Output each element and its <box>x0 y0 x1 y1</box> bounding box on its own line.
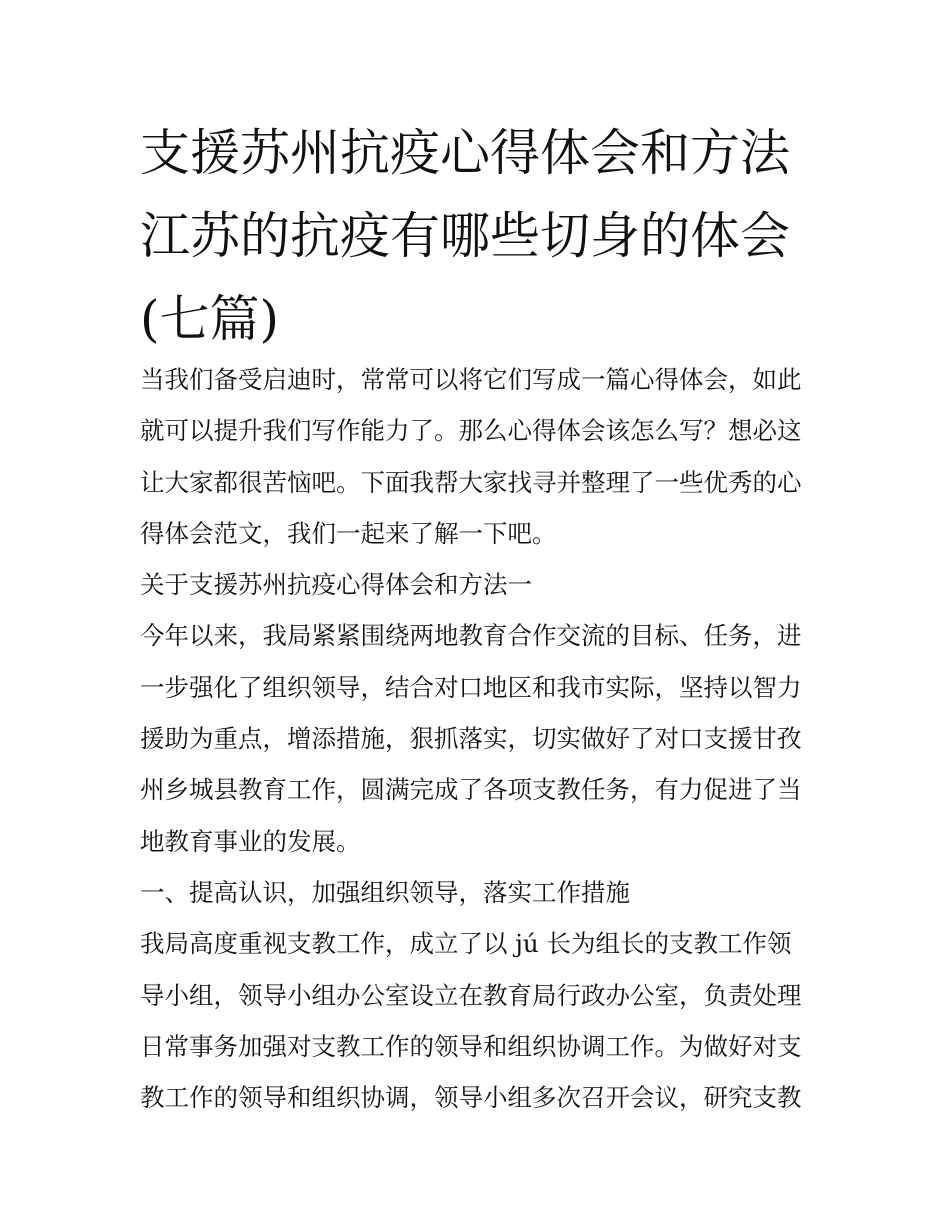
intro-line: 让大家都很苦恼吧。下面我帮大家找寻并整理了一些优秀的心 <box>140 467 802 497</box>
title-line: (七篇) <box>140 290 280 348</box>
paragraph-line: 州乡城县教育工作，圆满完成了各项支教任务，有力促进了当 <box>140 775 802 805</box>
paragraph-line: 地教育事业的发展。 <box>140 826 361 856</box>
document-title <box>140 112 820 361</box>
paragraph-line: 导小组，领导小组办公室设立在教育局行政办公室，负责处理 <box>140 980 802 1010</box>
section-heading: 关于支援苏州抗疫心得体会和方法一 <box>140 570 532 600</box>
paragraph-line: 教工作的领导和组织协调，领导小组多次召开会议，研究支教 <box>140 1083 802 1113</box>
intro-line: 就可以提升我们写作能力了。那么心得体会该怎么写？想必这 <box>140 416 802 446</box>
title-line: 江苏的抗疫有哪些切身的体会 <box>140 207 790 265</box>
title-line: 支援苏州抗疫心得体会和方法 <box>140 124 790 182</box>
paragraph-line: 今年以来，我局紧紧围绕两地教育合作交流的目标、任务，进 <box>140 621 802 651</box>
paragraph-line: 日常事务加强对支教工作的领导和组织协调工作。为做好对支 <box>140 1031 802 1061</box>
paragraph-line: 援助为重点，增添措施，狠抓落实，切实做好了对口支援甘孜 <box>140 724 802 754</box>
intro-line: 当我们备受启迪时，常常可以将它们写成一篇心得体会，如此 <box>140 365 802 394</box>
subsection-heading: 一、提高认识，加强组织领导，落实工作措施 <box>140 877 630 907</box>
paragraph-line: 我局高度重视支教工作，成立了以 jú 长为组长的支教工作领 <box>140 929 792 959</box>
document-body <box>140 354 820 1123</box>
paragraph-line: 一步强化了组织领导，结合对口地区和我市实际，坚持以智力 <box>140 672 802 702</box>
intro-line: 得体会范文，我们一起来了解一下吧。 <box>140 518 557 548</box>
